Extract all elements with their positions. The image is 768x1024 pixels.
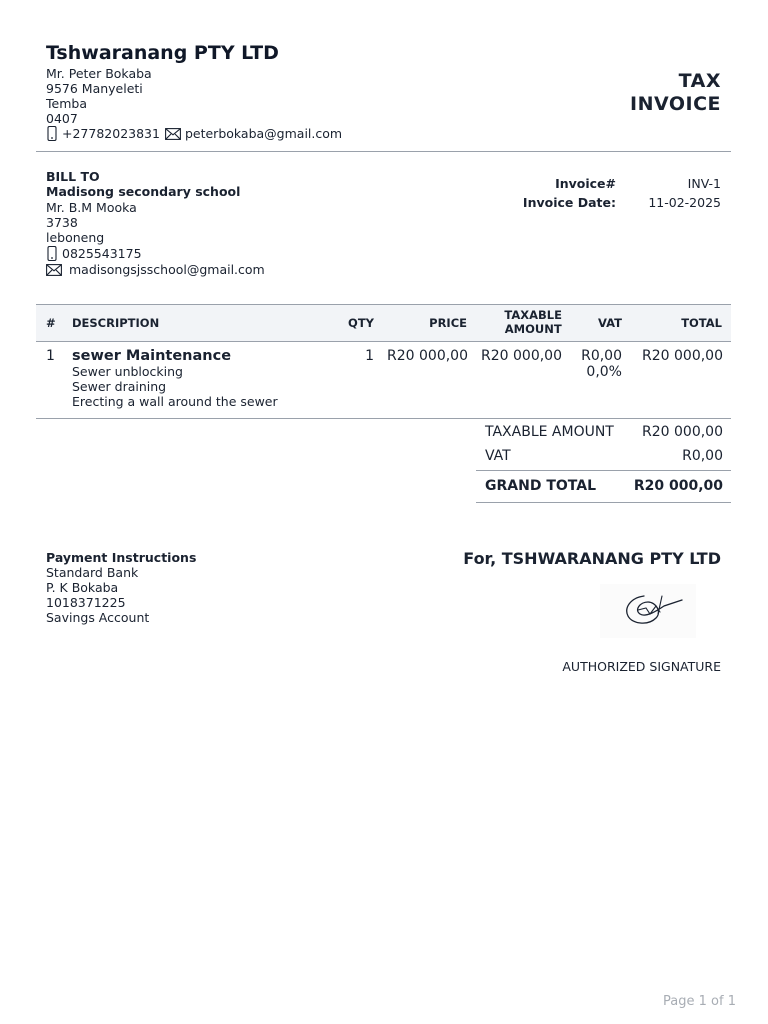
col-number: # xyxy=(46,316,56,330)
seller-address xyxy=(46,66,152,126)
bill-to-phone: 0825543175 xyxy=(62,246,142,261)
row-number: 1 xyxy=(46,348,55,364)
signature-for-line: For, TSHWARANANG PTY LTD xyxy=(463,549,721,568)
grand-total-bottom-divider xyxy=(476,502,731,503)
invoice-meta xyxy=(523,174,721,212)
seller-phone: +27782023831 xyxy=(62,126,160,141)
grand-total-value: R20 000,00 xyxy=(633,478,723,494)
company-name: Tshwaranang PTY LTD xyxy=(46,42,279,64)
authorized-signature-label: AUTHORIZED SIGNATURE xyxy=(562,659,721,674)
seller-postal-code: 0407 xyxy=(46,111,78,126)
seller-email: peterbokaba@gmail.com xyxy=(184,126,343,141)
bill-to-contact-person: Mr. B.M Mooka xyxy=(46,200,137,215)
payment-account-name: P. K Bokaba xyxy=(46,580,119,595)
bill-to-label: BILL TO xyxy=(46,169,100,184)
col-qty: QTY xyxy=(348,316,374,330)
invoice-date-row xyxy=(523,193,721,212)
row-price: R20 000,00 xyxy=(387,348,468,364)
col-vat: VAT xyxy=(598,316,622,330)
seller-contact-row xyxy=(46,126,342,141)
bill-to-address xyxy=(46,200,137,245)
mail-icon xyxy=(46,264,62,276)
bill-to-email: madisongsjsschool@gmail.com xyxy=(69,262,265,277)
grand-total-top-divider xyxy=(476,470,731,471)
table-row xyxy=(36,341,731,418)
subtotal-vat-label: VAT xyxy=(485,448,511,464)
document-title-line-1: TAX xyxy=(678,70,721,92)
col-description: DESCRIPTION xyxy=(72,316,160,330)
col-price: PRICE xyxy=(429,316,467,330)
invoice-date: 11-02-2025 xyxy=(648,195,721,210)
seller-address-line: 9576 Manyeleti xyxy=(46,81,143,96)
invoice-number-label: Invoice# xyxy=(555,176,616,191)
seller-city: Temba xyxy=(46,96,87,111)
payment-bank: Standard Bank xyxy=(46,565,139,580)
invoice-number: INV-1 xyxy=(687,176,721,191)
bill-to-phone-row xyxy=(46,246,142,261)
row-taxable-amount: R20 000,00 xyxy=(481,348,562,364)
col-taxable-amount-line-1: TAXABLE xyxy=(504,308,562,322)
subtotal-vat-value: R0,00 xyxy=(682,448,723,464)
payment-account-number: 1018371225 xyxy=(46,595,126,610)
seller-contact-person: Mr. Peter Bokaba xyxy=(46,66,152,81)
header-divider xyxy=(36,151,731,152)
item-detail-line: Erecting a wall around the sewer xyxy=(72,394,278,409)
item-detail-line: Sewer draining xyxy=(72,379,167,394)
phone-icon xyxy=(46,126,58,141)
bill-to-city: leboneng xyxy=(46,230,105,245)
col-taxable-amount xyxy=(504,308,562,336)
bill-to-email-row xyxy=(46,262,265,277)
row-vat-rate: 0,0% xyxy=(586,364,622,380)
mail-icon xyxy=(165,128,181,140)
subtotal-taxable-label: TAXABLE AMOUNT xyxy=(485,424,614,440)
bill-to-postal: 3738 xyxy=(46,215,78,230)
phone-icon xyxy=(46,246,58,261)
bill-to-name: Madisong secondary school xyxy=(46,184,241,199)
page-number: Page 1 of 1 xyxy=(663,994,736,1009)
payment-instructions xyxy=(46,550,196,625)
table-bottom-divider xyxy=(36,418,731,419)
payment-account-type: Savings Account xyxy=(46,610,150,625)
row-total: R20 000,00 xyxy=(642,348,723,364)
subtotal-taxable-value: R20 000,00 xyxy=(642,424,723,440)
signature-image xyxy=(600,584,696,638)
item-title: sewer Maintenance xyxy=(72,348,232,364)
document-title-line-2: INVOICE xyxy=(630,93,721,115)
payment-title: Payment Instructions xyxy=(46,550,197,565)
row-description xyxy=(72,348,278,409)
document-title xyxy=(630,70,721,116)
item-detail-line: Sewer unblocking xyxy=(72,364,183,379)
row-vat xyxy=(581,348,622,380)
invoice-date-label: Invoice Date: xyxy=(522,195,616,210)
col-total: TOTAL xyxy=(681,316,722,330)
grand-total-label: GRAND TOTAL xyxy=(485,478,596,494)
row-vat-amount: R0,00 xyxy=(581,348,622,364)
col-taxable-amount-line-2: AMOUNT xyxy=(504,322,562,336)
row-qty: 1 xyxy=(365,348,374,364)
items-table-header xyxy=(36,304,731,342)
invoice-number-row xyxy=(523,174,721,193)
